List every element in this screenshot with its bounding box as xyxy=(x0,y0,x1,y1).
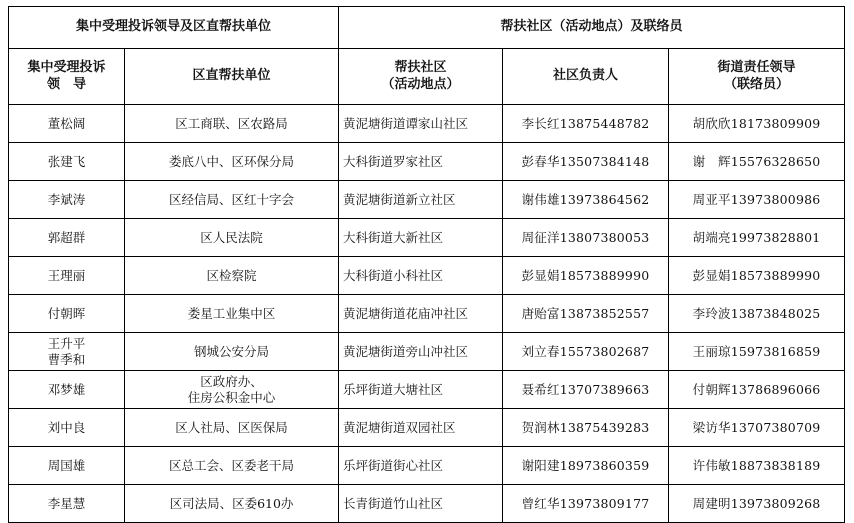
cell-leader: 王理丽 xyxy=(9,257,125,295)
cell-street-leader: 胡欣欣18173809909 xyxy=(669,105,845,143)
cell-community: 乐坪街道大塘社区 xyxy=(339,371,503,409)
cell-community-head: 李长红13875448782 xyxy=(503,105,669,143)
table-row xyxy=(9,143,845,181)
table-row xyxy=(9,295,845,333)
cell-community: 黄泥塘街道谭家山社区 xyxy=(339,105,503,143)
cell-community-head: 刘立春15573802687 xyxy=(503,333,669,371)
cell-community: 黄泥塘街道双园社区 xyxy=(339,409,503,447)
col-header-community: 帮扶社区 （活动地点） xyxy=(339,49,503,105)
cell-leader: 邓梦雄 xyxy=(9,371,125,409)
cell-unit: 区检察院 xyxy=(125,257,339,295)
cell-leader: 刘中良 xyxy=(9,409,125,447)
cell-leader: 李斌涛 xyxy=(9,181,125,219)
table-row xyxy=(9,485,845,523)
cell-community-head: 彭显娟18573889990 xyxy=(503,257,669,295)
table-row xyxy=(9,219,845,257)
cell-community-head: 唐贻富13873852557 xyxy=(503,295,669,333)
col-header-head: 社区负责人 xyxy=(503,49,669,105)
table-body xyxy=(9,105,845,523)
cell-unit: 区总工会、区委老干局 xyxy=(125,447,339,485)
cell-community: 黄泥塘街道旁山冲社区 xyxy=(339,333,503,371)
cell-community: 大科街道罗家社区 xyxy=(339,143,503,181)
cell-leader: 王升平 曹季和 xyxy=(9,333,125,371)
cell-leader: 张建飞 xyxy=(9,143,125,181)
cell-community-head: 聂希红13707389663 xyxy=(503,371,669,409)
cell-community-head: 周征洋13807380053 xyxy=(503,219,669,257)
cell-community-head: 谢伟雄13973864562 xyxy=(503,181,669,219)
column-header-row xyxy=(9,49,845,105)
cell-street-leader: 胡端亮19973828801 xyxy=(669,219,845,257)
cell-community-head: 曾红华13973809177 xyxy=(503,485,669,523)
table-row xyxy=(9,371,845,409)
table-row xyxy=(9,181,845,219)
cell-street-leader: 周亚平13973800986 xyxy=(669,181,845,219)
cell-leader: 郭超群 xyxy=(9,219,125,257)
table-row xyxy=(9,447,845,485)
cell-unit: 区经信局、区红十字会 xyxy=(125,181,339,219)
cell-leader: 付朝晖 xyxy=(9,295,125,333)
cell-street-leader: 梁访华13707380709 xyxy=(669,409,845,447)
table-row xyxy=(9,333,845,371)
cell-community: 乐坪街道街心社区 xyxy=(339,447,503,485)
cell-street-leader: 许伟敏18873838189 xyxy=(669,447,845,485)
cell-leader: 董松阔 xyxy=(9,105,125,143)
cell-street-leader: 周建明13973809268 xyxy=(669,485,845,523)
cell-community-head: 贺润林13875439283 xyxy=(503,409,669,447)
table-row xyxy=(9,105,845,143)
cell-leader: 李星慧 xyxy=(9,485,125,523)
group-header-left: 集中受理投诉领导及区直帮扶单位 xyxy=(9,7,339,49)
cell-community: 长青街道竹山社区 xyxy=(339,485,503,523)
cell-street-leader: 彭显娟18573889990 xyxy=(669,257,845,295)
table-row xyxy=(9,409,845,447)
group-header-row xyxy=(9,7,845,49)
cell-street-leader: 李玲波13873848025 xyxy=(669,295,845,333)
cell-unit: 娄星工业集中区 xyxy=(125,295,339,333)
cell-community: 黄泥塘街道花庙冲社区 xyxy=(339,295,503,333)
cell-community-head: 彭春华13507384148 xyxy=(503,143,669,181)
cell-street-leader: 谢 辉15576328650 xyxy=(669,143,845,181)
cell-street-leader: 王丽琼15973816859 xyxy=(669,333,845,371)
cell-street-leader: 付朝辉13786896066 xyxy=(669,371,845,409)
group-header-right: 帮扶社区（活动地点）及联络员 xyxy=(339,7,845,49)
cell-community: 黄泥塘街道新立社区 xyxy=(339,181,503,219)
col-header-leader: 集中受理投诉 领 导 xyxy=(9,49,125,105)
cell-unit: 娄底八中、区环保分局 xyxy=(125,143,339,181)
cell-unit: 区司法局、区委610办 xyxy=(125,485,339,523)
cell-unit: 区政府办、 住房公积金中心 xyxy=(125,371,339,409)
cell-unit: 钢城公安分局 xyxy=(125,333,339,371)
col-header-street: 街道责任领导 （联络员） xyxy=(669,49,845,105)
cell-unit: 区工商联、区农路局 xyxy=(125,105,339,143)
table-row xyxy=(9,257,845,295)
cell-community: 大科街道小科社区 xyxy=(339,257,503,295)
cell-community: 大科街道大新社区 xyxy=(339,219,503,257)
cell-leader: 周国雄 xyxy=(9,447,125,485)
cell-community-head: 谢阳建18973860359 xyxy=(503,447,669,485)
cell-unit: 区人社局、区医保局 xyxy=(125,409,339,447)
contact-table xyxy=(8,6,845,523)
cell-unit: 区人民法院 xyxy=(125,219,339,257)
col-header-unit: 区直帮扶单位 xyxy=(125,49,339,105)
